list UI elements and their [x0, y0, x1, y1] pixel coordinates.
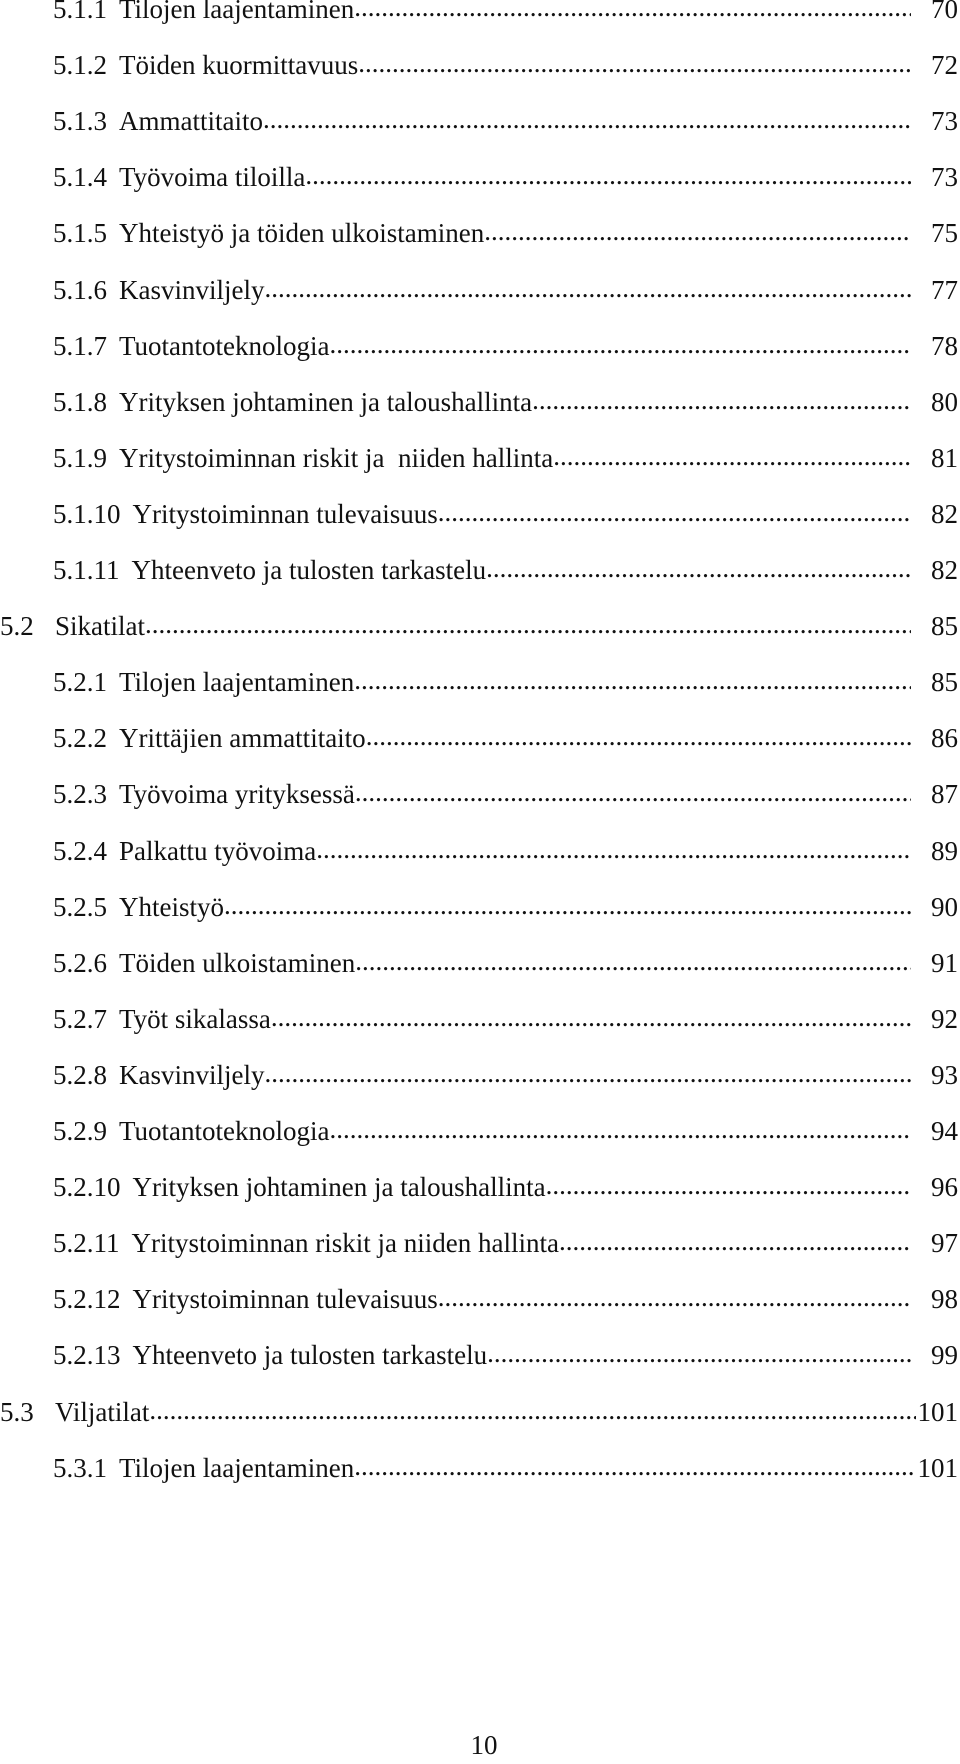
- toc-dot-leader: [553, 439, 911, 473]
- toc-entry[interactable]: [53, 1445, 958, 1485]
- toc-entry-page: 77: [931, 274, 958, 305]
- toc-entry-number: 5.1.4: [53, 162, 107, 193]
- toc-entry-number: 5.1.7: [53, 330, 107, 361]
- toc-entry-number: 5.2.3: [53, 779, 107, 810]
- toc-dot-leader: [330, 327, 911, 361]
- toc-dot-leader: [316, 832, 911, 866]
- toc-entry-page: 85: [931, 667, 958, 698]
- toc-entry-page: 78: [931, 330, 958, 361]
- toc-dot-leader: [264, 271, 911, 305]
- toc-entry[interactable]: [53, 267, 958, 307]
- toc-entry-page: 70: [931, 0, 958, 24]
- toc-entry-title: Yhteistyö: [119, 891, 224, 922]
- toc-entry-page: 85: [931, 611, 958, 642]
- toc-entry-number: 5.1.5: [53, 218, 107, 249]
- toc-entry-title: Töiden ulkoistaminen: [119, 947, 356, 978]
- toc-entry-page: 92: [931, 1003, 958, 1034]
- toc-dot-leader: [366, 719, 911, 753]
- toc-entry-number: 5.1.10: [53, 498, 121, 529]
- toc-entry-page: 75: [931, 218, 958, 249]
- toc-entry-number: 5.2.9: [53, 1116, 107, 1146]
- toc-entry-title: Viljatilat: [55, 1396, 150, 1427]
- toc-entry-page: 101: [917, 1396, 958, 1427]
- toc-entry-title: Ammattitaito: [119, 106, 263, 137]
- toc-entry-page: 72: [931, 50, 958, 81]
- toc-entry-page: 82: [931, 555, 958, 585]
- toc-dot-leader: [145, 607, 911, 641]
- toc-entry-page: 73: [931, 106, 958, 137]
- toc-entry-title: Yritystoiminnan riskit ja niiden hallinta: [119, 442, 554, 473]
- toc-entry[interactable]: [53, 379, 958, 419]
- toc-entry[interactable]: [0, 1389, 958, 1429]
- toc-entry[interactable]: [53, 323, 958, 363]
- toc-entry-page: 99: [931, 1340, 958, 1371]
- toc-entry[interactable]: [53, 547, 958, 587]
- toc-entry-number: 5.2.11: [53, 1228, 120, 1259]
- toc-entry-title: Tilojen laajentaminen: [119, 1452, 355, 1483]
- toc-entry[interactable]: [53, 1164, 958, 1204]
- toc-entry[interactable]: [53, 1276, 958, 1316]
- toc-entry-number: 5.1.11: [53, 555, 120, 585]
- toc-entry-page: 80: [931, 386, 958, 417]
- toc-entry-title: Työvoima yrityksessä: [119, 779, 355, 810]
- toc-entry[interactable]: [53, 996, 958, 1036]
- toc-entry[interactable]: [53, 884, 958, 924]
- toc-entry-page: 94: [931, 1116, 958, 1146]
- toc-entry[interactable]: [53, 715, 958, 755]
- toc-entry-number: 5.3: [0, 1396, 34, 1427]
- toc-entry-page: 81: [931, 442, 958, 473]
- toc-entry-page: 96: [931, 1172, 958, 1203]
- toc-entry-page: 90: [931, 891, 958, 922]
- toc-dot-leader: [330, 1112, 911, 1146]
- toc-entry-title: Tilojen laajentaminen: [119, 667, 355, 698]
- toc-entry[interactable]: [53, 98, 958, 138]
- toc-dot-leader: [264, 1056, 911, 1090]
- toc-entry-page: 98: [931, 1284, 958, 1315]
- toc-dot-leader: [354, 663, 911, 697]
- toc-entry-page: 82: [931, 498, 958, 529]
- toc-entry[interactable]: [53, 210, 958, 250]
- toc-entry[interactable]: [0, 603, 958, 643]
- toc-entry-title: Tuotantoteknologia: [119, 330, 330, 361]
- toc-dot-leader: [149, 1393, 915, 1427]
- toc-entry-number: 5.1.3: [53, 106, 107, 137]
- toc-entry-page: 93: [931, 1059, 958, 1090]
- toc-entry-number: 5.2.6: [53, 947, 107, 978]
- toc-dot-leader: [559, 1224, 911, 1258]
- toc-entry-page: 89: [931, 835, 958, 866]
- toc-dot-leader: [484, 214, 911, 248]
- toc-entry[interactable]: [53, 154, 958, 194]
- toc-entry-page: 87: [931, 779, 958, 810]
- toc-entry-title: Kasvinviljely: [119, 274, 265, 305]
- page-number: 10: [470, 1730, 498, 1760]
- toc-entry[interactable]: [53, 940, 958, 980]
- toc-entry[interactable]: [53, 1108, 958, 1148]
- toc-entry-number: 5.1.8: [53, 386, 107, 417]
- toc-entry-number: 5.2.4: [53, 835, 107, 866]
- toc-entry-title: Yhteenveto ja tulosten tarkastelu: [131, 555, 487, 585]
- toc-entry-title: Yritystoiminnan tulevaisuus: [132, 498, 438, 529]
- toc-entry-page: 86: [931, 723, 958, 754]
- toc-entry-title: Tilojen laajentaminen: [119, 0, 355, 24]
- toc-entry-page: 73: [931, 162, 958, 193]
- toc-dot-leader: [224, 888, 911, 922]
- toc-entry-number: 5.1.9: [53, 442, 107, 473]
- toc-entry-page: 91: [931, 947, 958, 978]
- toc-entry-title: Yritystoiminnan riskit ja niiden hallinta: [131, 1228, 559, 1259]
- toc-entry-title: Yhteenveto ja tulosten tarkastelu: [132, 1340, 488, 1371]
- toc-entry-title: Töiden kuormittavuus: [119, 50, 359, 81]
- toc-entry-number: 5.2.7: [53, 1003, 107, 1034]
- toc-dot-leader: [354, 1449, 915, 1483]
- toc-entry[interactable]: [53, 828, 958, 868]
- toc-dot-leader: [546, 1168, 911, 1202]
- toc-dot-leader: [486, 551, 911, 585]
- toc-entry-number: 5.2.1: [53, 667, 107, 698]
- toc-entry[interactable]: [53, 1332, 958, 1372]
- toc-entry[interactable]: [53, 42, 958, 82]
- toc-entry-number: 5.3.1: [53, 1452, 107, 1483]
- toc-entry-number: 5.2.12: [53, 1284, 121, 1315]
- toc-entry-number: 5.2.13: [53, 1340, 121, 1371]
- toc-entry-number: 5.2: [0, 611, 34, 642]
- toc-entry-page: 97: [931, 1228, 958, 1259]
- toc-dot-leader: [355, 775, 911, 809]
- toc-entry[interactable]: [53, 1052, 958, 1092]
- toc-dot-leader: [263, 102, 911, 136]
- toc-entry-number: 5.2.8: [53, 1059, 107, 1090]
- toc-entry-title: Yrityksen johtaminen ja taloushallinta: [119, 386, 533, 417]
- toc-dot-leader: [358, 46, 911, 80]
- toc-entry-title: Työt sikalassa: [119, 1003, 271, 1034]
- toc-entry-title: Sikatilat: [55, 611, 145, 642]
- toc-dot-leader: [487, 1336, 911, 1370]
- toc-entry-number: 5.2.10: [53, 1172, 121, 1203]
- toc-dot-leader: [305, 158, 911, 192]
- toc-entry-number: 5.1.1: [53, 0, 107, 24]
- toc-entry-title: Kasvinviljely: [119, 1059, 265, 1090]
- toc-dot-leader: [271, 1000, 911, 1034]
- toc-dot-leader: [532, 383, 911, 417]
- toc-entry-title: Yhteistyö ja töiden ulkoistaminen: [119, 218, 485, 249]
- toc-dot-leader: [438, 495, 911, 529]
- toc-entry[interactable]: [53, 771, 958, 811]
- toc-entry-title: Palkattu työvoima: [119, 835, 317, 866]
- toc-entry-title: Yrittäjien ammattitaito: [119, 723, 366, 754]
- toc-entry-number: 5.2.2: [53, 723, 107, 754]
- toc-entry[interactable]: [53, 0, 958, 26]
- toc-entry-number: 5.1.6: [53, 274, 107, 305]
- toc-entry-page: 101: [917, 1452, 958, 1483]
- toc-entry[interactable]: [53, 491, 958, 531]
- toc-entry-title: Työvoima tiloilla: [119, 162, 306, 193]
- toc-entry[interactable]: [53, 435, 958, 475]
- toc-entry-number: 5.2.5: [53, 891, 107, 922]
- toc-dot-leader: [355, 944, 911, 978]
- toc-entry-title: Yrityksen johtaminen ja taloushallinta: [132, 1172, 546, 1203]
- toc-entry[interactable]: [53, 1220, 958, 1260]
- toc-dot-leader: [438, 1280, 911, 1314]
- toc-dot-leader: [354, 0, 911, 24]
- toc-entry-title: Yritystoiminnan tulevaisuus: [132, 1284, 438, 1315]
- toc-entry[interactable]: [53, 659, 958, 699]
- toc-entry-number: 5.1.2: [53, 50, 107, 81]
- toc-entry-title: Tuotantoteknologia: [119, 1116, 330, 1146]
